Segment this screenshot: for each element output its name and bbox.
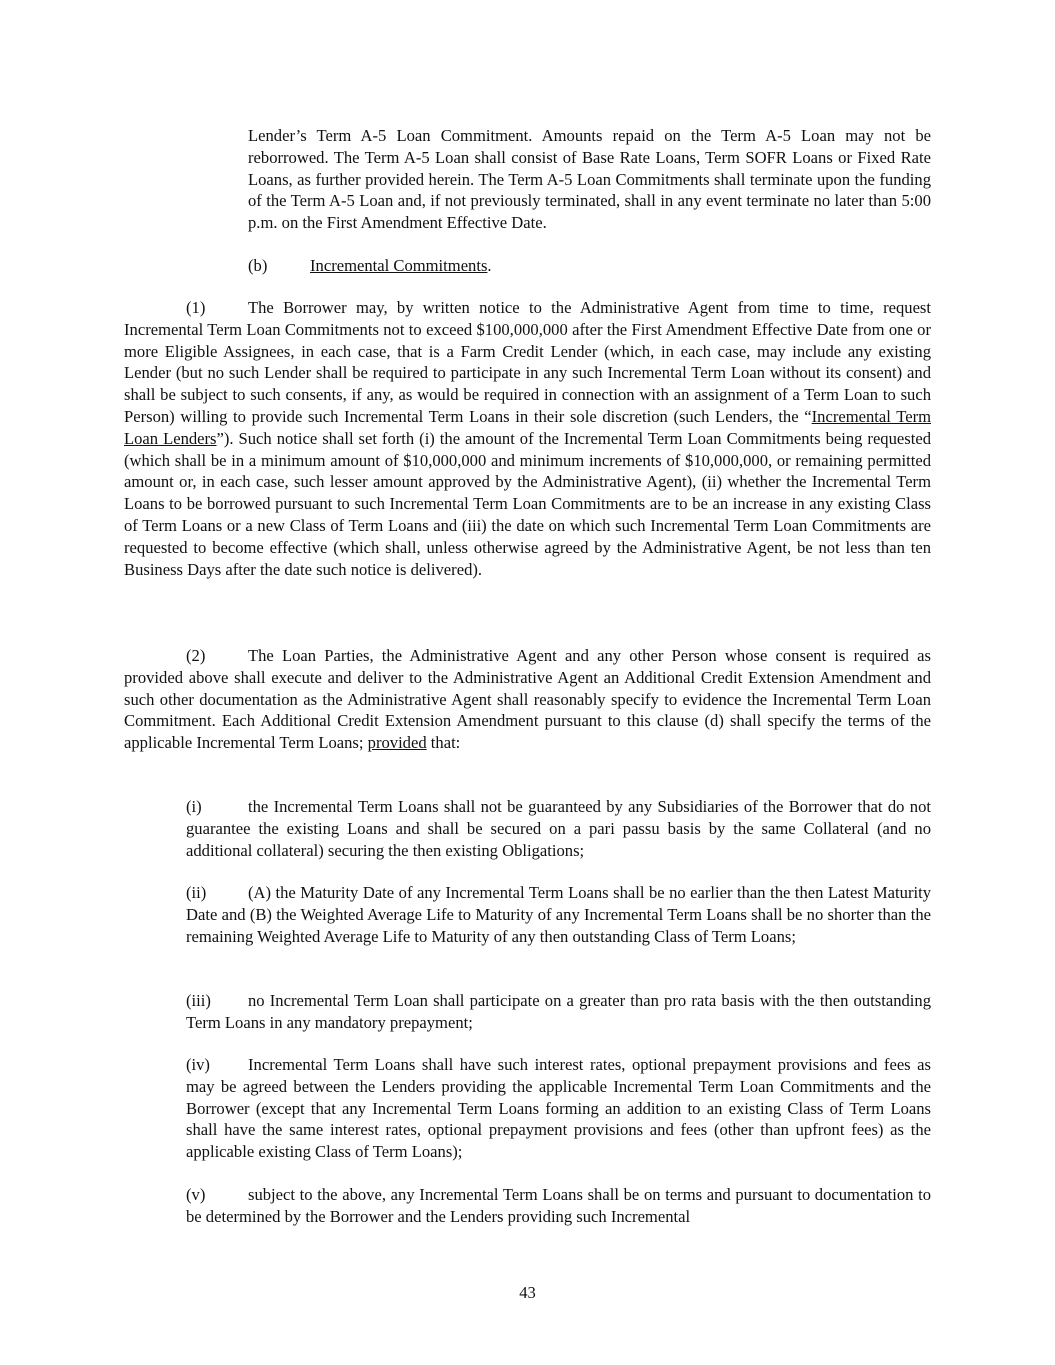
paragraph-1-text-after: ”). Such notice shall set forth (i) the amount of the Incremental Term Loan Commitments being requested (which shall be in a minimum amount of $10,000,000 and minimum increments of $10,000,000, or remaining permitted amount or, in each case, such lesser amount approved by the Administrative Agent), (ii) whether the Incremental Term Loans to be borrowed pursuant to such Incremental Term Loan Commitments are to be an increase in any existing Class of Term Loans or a new Class of Term Loans and (iii) the date on which such Incremental Term Loan Commitments are requested to become effective (which shall, unless otherwise agreed by the Administrative Agent, be not less than ten Business Days after the date such notice is delivered).	[124, 428, 931, 579]
list-item-iii	[186, 990, 931, 1034]
paragraph-1	[124, 297, 931, 580]
list-item-ii-text: (A) the Maturity Date of any Incremental Term Loans shall be no earlier than the then Latest Maturity Date and (B) the Weighted Average Life to Maturity of any Incremental Term Loans shall be no shorter than the remaining Weighted Average Life to Maturity of any then outstanding Class of Term Loans;	[186, 883, 931, 946]
list-item-iv-text: Incremental Term Loans shall have such interest rates, optional prepayment provisions and fees as may be agreed between the Lenders providing the applicable Incremental Term Loan Commitments and the Borrower (except that any Incremental Term Loans forming an addition to an existing Class of Term Loans shall have the same interest rates, optional prepayment provisions and fees (other than upfront fees) as the applicable existing Class of Term Loans);	[186, 1055, 931, 1162]
list-item-iv	[186, 1054, 931, 1163]
defined-term-incremental-term-loan-lenders: Incremental Term Loan Lenders	[124, 406, 931, 448]
list-item-iii-text: no Incremental Term Loan shall participate on a greater than pro rata basis with the then outstanding Term Loans in any mandatory prepayment;	[186, 991, 931, 1032]
intro-text: Lender’s Term A-5 Loan Commitment. Amounts repaid on the Term A-5 Loan may not be reborrowed. The Term A-5 Loan shall consist of Base Rate Loans, Term SOFR Loans or Fixed Rate Loans, as further provided herein. The Term A-5 Loan Commitments shall terminate upon the funding of the Term A-5 Loan and, if not previously terminated, shall in any event terminate no later than 5:00 p.m. on the First Amendment Effective Date.	[248, 126, 931, 233]
section-b-title-suffix: .	[487, 256, 492, 275]
list-item-v	[186, 1184, 931, 1228]
paragraph-2-text-before: The Loan Parties, the Administrative Agent and any other Person whose consent is required as provided above shall execute and deliver to the Administrative Agent an Additional Credit Extension Amendment and such other documentation as the Administrative Agent shall reasonably specify to evidence the Incremental Term Loan Commitment. Each Additional Credit Extension Amendment pursuant to this clause (d) shall specify the terms of the applicable Incremental Term Loans;	[124, 646, 931, 753]
list-item-iii-number: (iii)	[186, 991, 211, 1010]
list-item-i-text: the Incremental Term Loans shall not be guaranteed by any Subsidiaries of the Borrower that do not guarantee the existing Loans and shall be secured on a pari passu basis by the same Collateral (and no additional collateral) securing the then existing Obligations;	[186, 797, 931, 860]
provided-term: provided	[367, 733, 427, 753]
paragraph-1-number: (1)	[186, 298, 206, 317]
paragraph-1-text-before: The Borrower may, by written notice to the Administrative Agent from time to time, request Incremental Term Loan Commitments not to exceed $100,000,000 after the First Amendment Effective Date from one or more Eligible Assignees, in each case, that is a Farm Credit Lender (which, in each case, may include any existing Lender (but no such Lender shall be required to participate in any such Incremental Term Loan without its consent) and shall be subject to such consents, if any, as would be required in connection with an assignment of a Term Loan to such Person) willing to provide such Incremental Term Loans in their sole discretion (such Lenders, the “	[124, 298, 931, 426]
page-number: 43	[519, 1283, 536, 1302]
list-item-iv-number: (iv)	[186, 1055, 210, 1074]
list-item-v-text: subject to the above, any Incremental Term Loans shall be on terms and pursuant to documentation to be determined by the Borrower and the Lenders providing such Incremental	[186, 1185, 931, 1226]
section-b-number: (b)	[248, 256, 268, 275]
paragraph-2-number: (2)	[186, 646, 206, 665]
list-item-v-number: (v)	[186, 1185, 206, 1204]
list-item-ii-number: (ii)	[186, 883, 207, 902]
list-item-ii	[186, 882, 931, 947]
paragraph-2-text-after: that:	[426, 733, 461, 753]
intro-paragraph	[248, 125, 931, 234]
section-b-title: Incremental Commitments	[310, 256, 488, 275]
paragraph-2	[124, 645, 931, 754]
list-item-i	[186, 796, 931, 861]
section-b-heading	[248, 255, 931, 277]
list-item-i-number: (i)	[186, 797, 202, 816]
